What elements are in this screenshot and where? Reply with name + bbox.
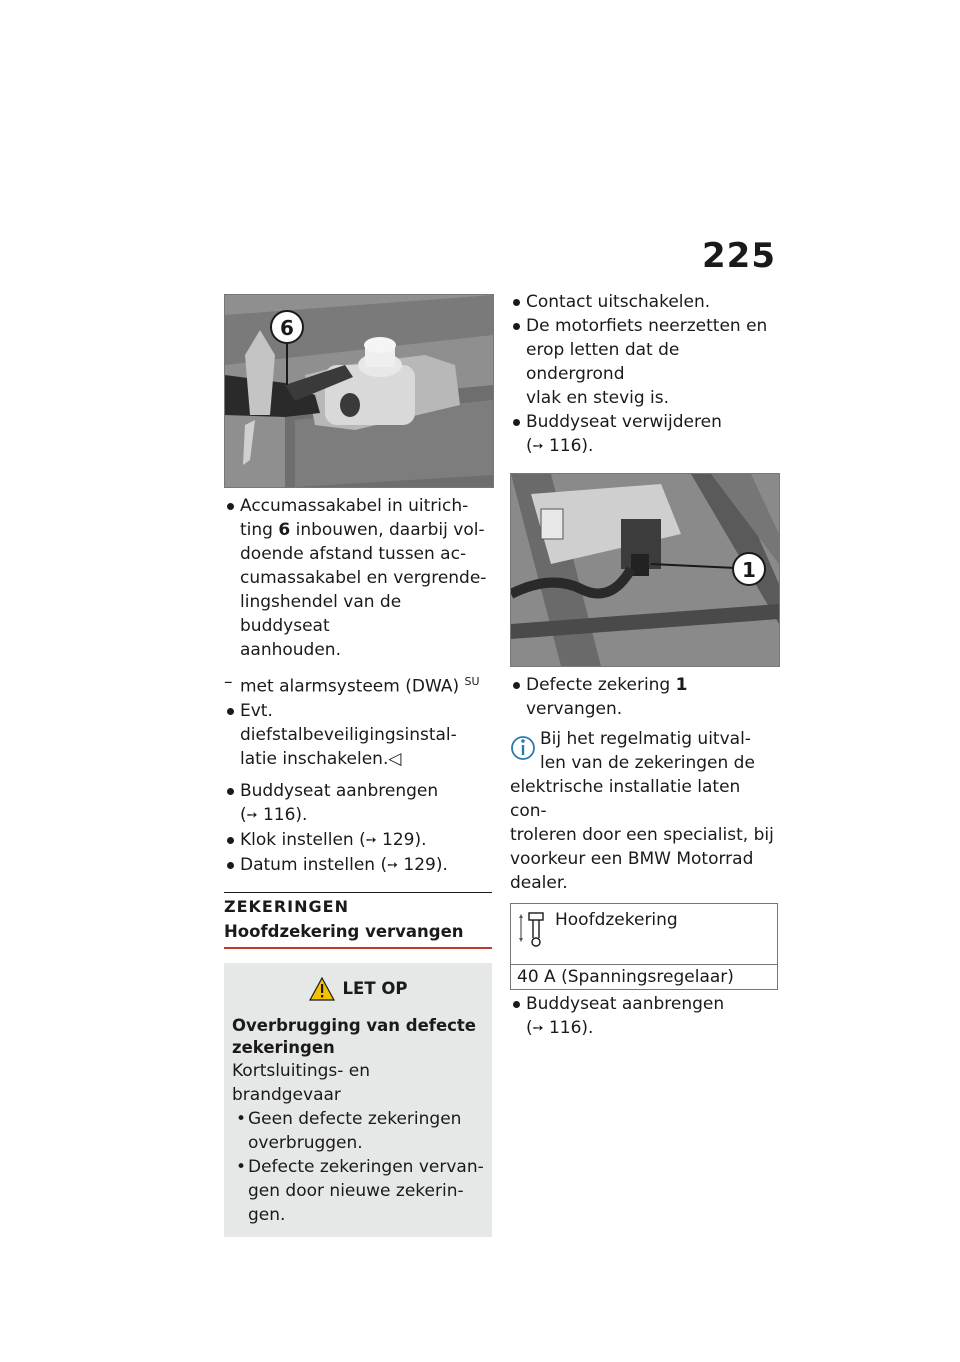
info-note: Bij het regelmatig uitval- len van de zekeringen de elektrische installatie laten con- troleren door een specialist, bij voorkeur een BMW Motorrad dealer. [510, 729, 774, 893]
callout-ref-6: 6 [278, 520, 291, 540]
step-cable-alignment: Accumassakabel in uitrich- ting 6 inbouwen, daarbij vol- doende afstand tussen ac- cumassakabel en vergrende- lingshendel van de buddyseat aanhouden. [224, 494, 492, 662]
section-title: ZEKERINGEN [224, 892, 492, 916]
step-replace-fuse: Defecte zekering 1 vervangen. [510, 673, 780, 721]
warning-item: • Geen defecte zekeringen overbruggen. [232, 1107, 484, 1155]
end-of-condition-icon: ◁ [388, 748, 402, 769]
subsection-title: Hoofdzekering vervangen [224, 922, 492, 949]
option-code: SU [464, 675, 480, 688]
warning-triangle-icon [309, 977, 335, 1001]
spec-name: Hoofdzekering [555, 910, 678, 930]
step-ignition-off: Contact uitschakelen. [510, 290, 780, 314]
page-reference-link[interactable]: 116). [548, 1018, 594, 1038]
battery-cable-illustration [224, 294, 494, 488]
page-reference-link[interactable]: 116). [262, 804, 308, 825]
info-icon [510, 733, 536, 763]
condition-alarm-system: – met alarmsysteem (DWA) $^{SU}$ [224, 672, 480, 697]
reference-arrow-icon: ➙ [387, 857, 399, 873]
fuse-icon [517, 910, 547, 948]
warning-item: • Defecte zekeringen vervan- gen door nieuwe zekerin- gen. [232, 1155, 484, 1227]
step-anti-theft: Evt. diefstalbeveiligingsinstal- latie inschakelen.◁ [224, 699, 492, 771]
spec-value: 40 A (Spanningsregelaar) [511, 965, 778, 990]
warning-heading: Overbrugging van defecte zekeringen [232, 1015, 476, 1057]
page-reference-link[interactable]: 116). [548, 436, 594, 456]
step-install-seat: Buddyseat aanbrengen (➙ 116). [510, 992, 780, 1041]
spec-name-cell [511, 904, 778, 965]
step-set-clock: Klok instellen (➙ 129). [224, 828, 492, 853]
step-remove-seat: Buddyseat verwijderen (➙ 116). [510, 410, 780, 459]
page-reference-link[interactable]: 129). [403, 854, 448, 875]
warning-hazard: Kortsluitings- en brandgevaar [232, 1060, 371, 1105]
reference-arrow-icon: ➙ [246, 807, 258, 823]
figure-callout-1: 1 [742, 558, 756, 582]
page-number: 225 [702, 236, 776, 276]
warning-box [224, 963, 492, 1237]
step-park-motorcycle: De motorfiets neerzetten en erop letten dat de ondergrond vlak en stevig is. [510, 314, 780, 410]
left-column [224, 294, 492, 1237]
specification-table [510, 903, 778, 990]
main-fuse-drawing [511, 474, 779, 666]
figure-callout-6: 6 [280, 316, 294, 340]
right-column [510, 290, 780, 1041]
reference-arrow-icon: ➙ [532, 1021, 544, 1036]
step-install-seat: Buddyseat aanbrengen (➙ 116). [224, 779, 492, 828]
callout-ref-1: 1 [675, 675, 688, 695]
reference-arrow-icon: ➙ [532, 439, 544, 454]
reference-arrow-icon: ➙ [365, 832, 377, 848]
page-reference-link[interactable]: 129). [382, 829, 427, 850]
step-set-date: Datum instellen (➙ 129). [224, 853, 492, 878]
battery-cable-drawing [225, 295, 493, 487]
warning-title: LET OP [342, 979, 408, 999]
main-fuse-illustration [510, 473, 780, 667]
